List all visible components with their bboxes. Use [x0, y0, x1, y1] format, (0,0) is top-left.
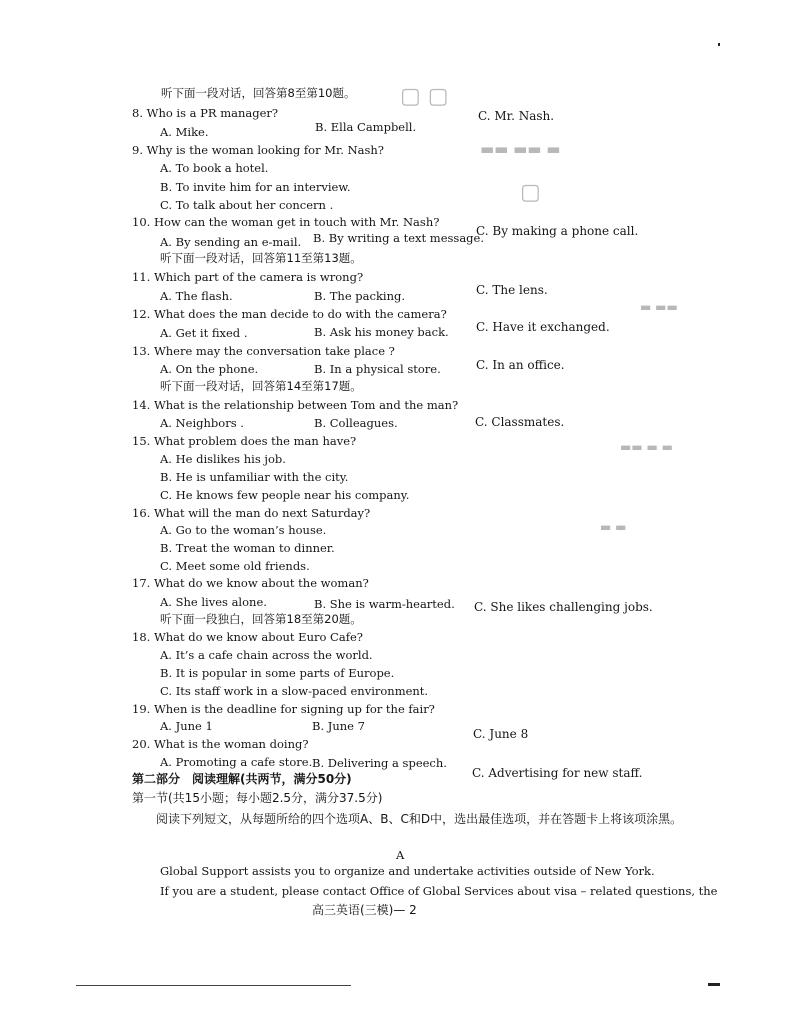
instruction-text: 阅读下列短文，从每题所给的四个选项A、B、C和D中，选出最佳选项，并在答题卡上将该项涂黑。 [156, 812, 683, 826]
question-14-option-c: C. Classmates. [475, 415, 565, 429]
dialogue-instruction: 听下面一段对话，回答第14至第17题。 [160, 379, 362, 393]
question-19: 19. When is the deadline for signing up for the fair? [132, 702, 435, 716]
reading-instruction [130, 809, 690, 829]
question-15: 15. What problem does the man have? [132, 434, 357, 448]
passage-a-line-2: If you are a student, please contact Office of Global Services about visa – related questions, the [160, 884, 718, 898]
question-19-option-c: C. June 8 [473, 727, 529, 741]
question-8: 8. Who is a PR manager? [132, 106, 279, 120]
question-16-option-b: B. Treat the woman to dinner. [160, 541, 335, 555]
question-18: 18. What do we know about Euro Cafe? [132, 630, 363, 644]
question-9-option-b: B. To invite him for an interview. [160, 180, 351, 194]
question-16-option-a: A. Go to the woman’s house. [160, 523, 327, 537]
bleed-through-mark: ▢ ▢ [400, 84, 449, 109]
bleed-through-mark: ▬▬ ▬▬ ▬ [480, 140, 561, 158]
question-10: 10. How can the woman get in touch with Mr. Nash? [132, 215, 440, 229]
question-10-option-b: B. By writing a text message. [313, 231, 485, 245]
question-15-option-a: A. He dislikes his job. [160, 452, 286, 466]
question-8-option-c: C. Mr. Nash. [478, 109, 555, 123]
question-16-option-c: C. Meet some old friends. [160, 559, 310, 573]
question-9: 9. Why is the woman looking for Mr. Nash? [132, 143, 384, 157]
question-11-option-b: B. The packing. [314, 289, 406, 303]
question-8-option-b: B. Ella Campbell. [315, 120, 417, 134]
dialogue-instruction: 听下面一段对话，回答第11至第13题。 [160, 251, 362, 265]
question-19-option-a: A. June 1 [160, 719, 213, 733]
question-18-option-b: B. It is popular in some parts of Europe. [160, 666, 395, 680]
monologue-instruction: 听下面一段独白，回答第18至第20题。 [160, 612, 362, 626]
question-17: 17. What do we know about the woman? [132, 576, 369, 590]
passage-label: A [396, 848, 405, 862]
question-18-option-c: C. Its staff work in a slow-paced environment. [160, 684, 429, 698]
question-20-option-a: A. Promoting a cafe store. [160, 755, 313, 769]
bleed-through-mark: ▬ ▬▬ [640, 300, 678, 314]
question-14-option-b: B. Colleagues. [314, 416, 398, 430]
question-10-option-a: A. By sending an e-mail. [160, 235, 302, 249]
question-20-option-c: C. Advertising for new staff. [472, 766, 643, 780]
question-18-option-a: A. It’s a cafe chain across the world. [160, 648, 373, 662]
bleed-through-mark: ▬ ▬ [600, 520, 627, 534]
question-16: 16. What will the man do next Saturday? [132, 506, 371, 520]
question-12: 12. What does the man decide to do with the camera? [132, 307, 447, 321]
question-11-option-a: A. The flash. [160, 289, 233, 303]
question-17-option-b: B. She is warm-hearted. [314, 597, 455, 611]
question-13-option-c: C. In an office. [476, 358, 565, 372]
part-two-heading: 第二部分 阅读理解(共两节，满分50分) [132, 772, 352, 786]
bottom-corner-mark [708, 983, 720, 986]
question-15-option-b: B. He is unfamiliar with the city. [160, 470, 349, 484]
question-20: 20. What is the woman doing? [132, 737, 309, 751]
section-one-heading: 第一节(共15小题；每小题2.5分，满分37.5分) [132, 791, 383, 805]
passage-a-line-1: Global Support assists you to organize and undertake activities outside of New York. [160, 864, 655, 878]
question-9-option-a: A. To book a hotel. [160, 161, 269, 175]
question-17-option-c: C. She likes challenging jobs. [474, 600, 653, 614]
question-19-option-b: B. June 7 [312, 719, 365, 733]
question-12-option-a: A. Get it fixed . [160, 326, 248, 340]
question-14: 14. What is the relationship between Tom and the man? [132, 398, 459, 412]
question-11: 11. Which part of the camera is wrong? [132, 270, 364, 284]
question-10-option-c: C. By making a phone call. [476, 224, 639, 238]
question-14-option-a: A. Neighbors . [160, 416, 244, 430]
corner-mark [718, 43, 720, 46]
question-20-option-b: B. Delivering a speech. [312, 756, 447, 770]
question-17-option-a: A. She lives alone. [160, 595, 267, 609]
question-15-option-c: C. He knows few people near his company. [160, 488, 410, 502]
question-12-option-b: B. Ask his money back. [314, 325, 449, 339]
question-8-option-a: A. Mike. [160, 125, 209, 139]
question-13-option-b: B. In a physical store. [314, 362, 441, 376]
dialogue-instruction: 听下面一段对话，回答第8至第10题。 [161, 86, 356, 100]
question-13-option-a: A. On the phone. [160, 362, 259, 376]
question-9-option-c: C. To talk about her concern . [160, 198, 334, 212]
bleed-through-mark: ▢ [520, 180, 541, 205]
page-footer: 高三英语(三模)— 2 [312, 903, 417, 917]
bottom-rule [76, 985, 351, 986]
bleed-through-mark: ▬▬ ▬ ▬ [620, 440, 673, 454]
question-12-option-c: C. Have it exchanged. [476, 320, 610, 334]
question-11-option-c: C. The lens. [476, 283, 548, 297]
question-13: 13. Where may the conversation take place ? [132, 344, 395, 358]
